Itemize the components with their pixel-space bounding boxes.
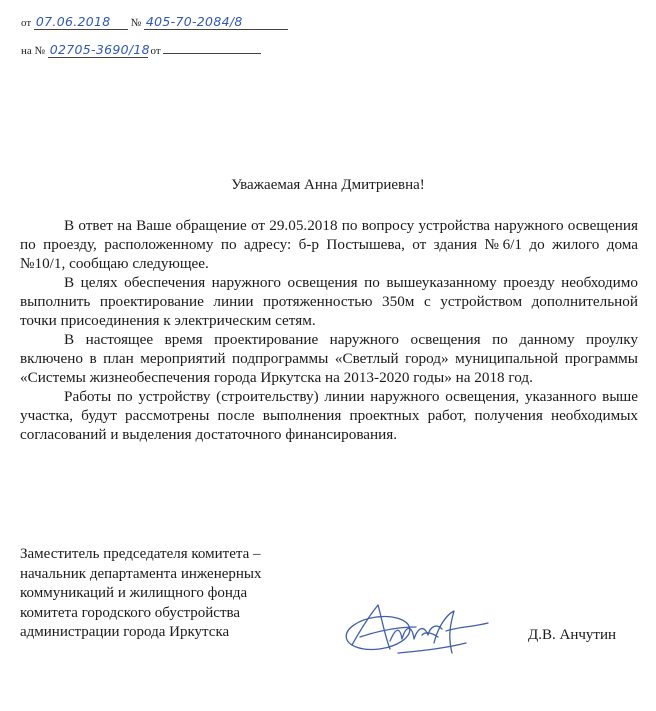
reply-value: 02705-3690/18	[49, 42, 150, 57]
signer-name: Д.В. Анчутин	[528, 627, 617, 643]
reply-label: на №	[21, 45, 46, 57]
reply-date-blank	[163, 42, 261, 54]
outgoing-reference-row	[21, 15, 288, 30]
number-label: №	[130, 17, 142, 29]
body-paragraph: В ответ на Ваше обращение от 29.05.2018 по вопросу устройства наружного освещения по проезду, расположенному по адресу: б-р Постышева, от здания №6/1 до жилого дома №10/1, сообщаю следующее.	[20, 217, 638, 272]
number-value: 405-70-2084/8	[144, 15, 288, 30]
signatory-title-line: коммуникаций и жилищного фонда	[20, 585, 248, 601]
signatory-title-line: администрации города Иркутска	[20, 624, 230, 640]
handwritten-signature	[338, 597, 498, 667]
body-paragraph: В настоящее время проектирование наружного освещения по данному проулку включено в план мероприятий подпрограммы «Светлый город» муниципальной программы «Системы жизнеобеспечения города Иркутска на 2013-2020 годы» на 2018 год.	[20, 331, 638, 386]
letter-body	[20, 216, 638, 444]
date-value: 07.06.2018	[34, 15, 128, 30]
body-paragraph: В целях обеспечения наружного освещения по вышеуказанному проезду необходимо выполнить проектирование линии протяженностью 350м с устройством дополнительной точки присоединения к электрическим сетям.	[20, 274, 638, 329]
signatory-title	[20, 545, 262, 643]
signatory-title-line: Заместитель председателя комитета –	[20, 546, 261, 562]
date-label: от	[21, 17, 32, 29]
reply-reference-row	[21, 42, 261, 58]
reply-date-label: от	[150, 45, 161, 57]
greeting: Уважаемая Анна Дмитриевна!	[231, 177, 425, 193]
signatory-title-line: начальник департамента инженерных	[20, 565, 262, 582]
signatory-title-line: комитета городского обустройства	[20, 604, 241, 621]
body-paragraph: Работы по устройству (строительству) линии наружного освещения, указанного выше участка, будут рассмотрены после выполнения проектных работ, получения необходимых согласований и выделения достаточного финансирования.	[20, 388, 638, 443]
